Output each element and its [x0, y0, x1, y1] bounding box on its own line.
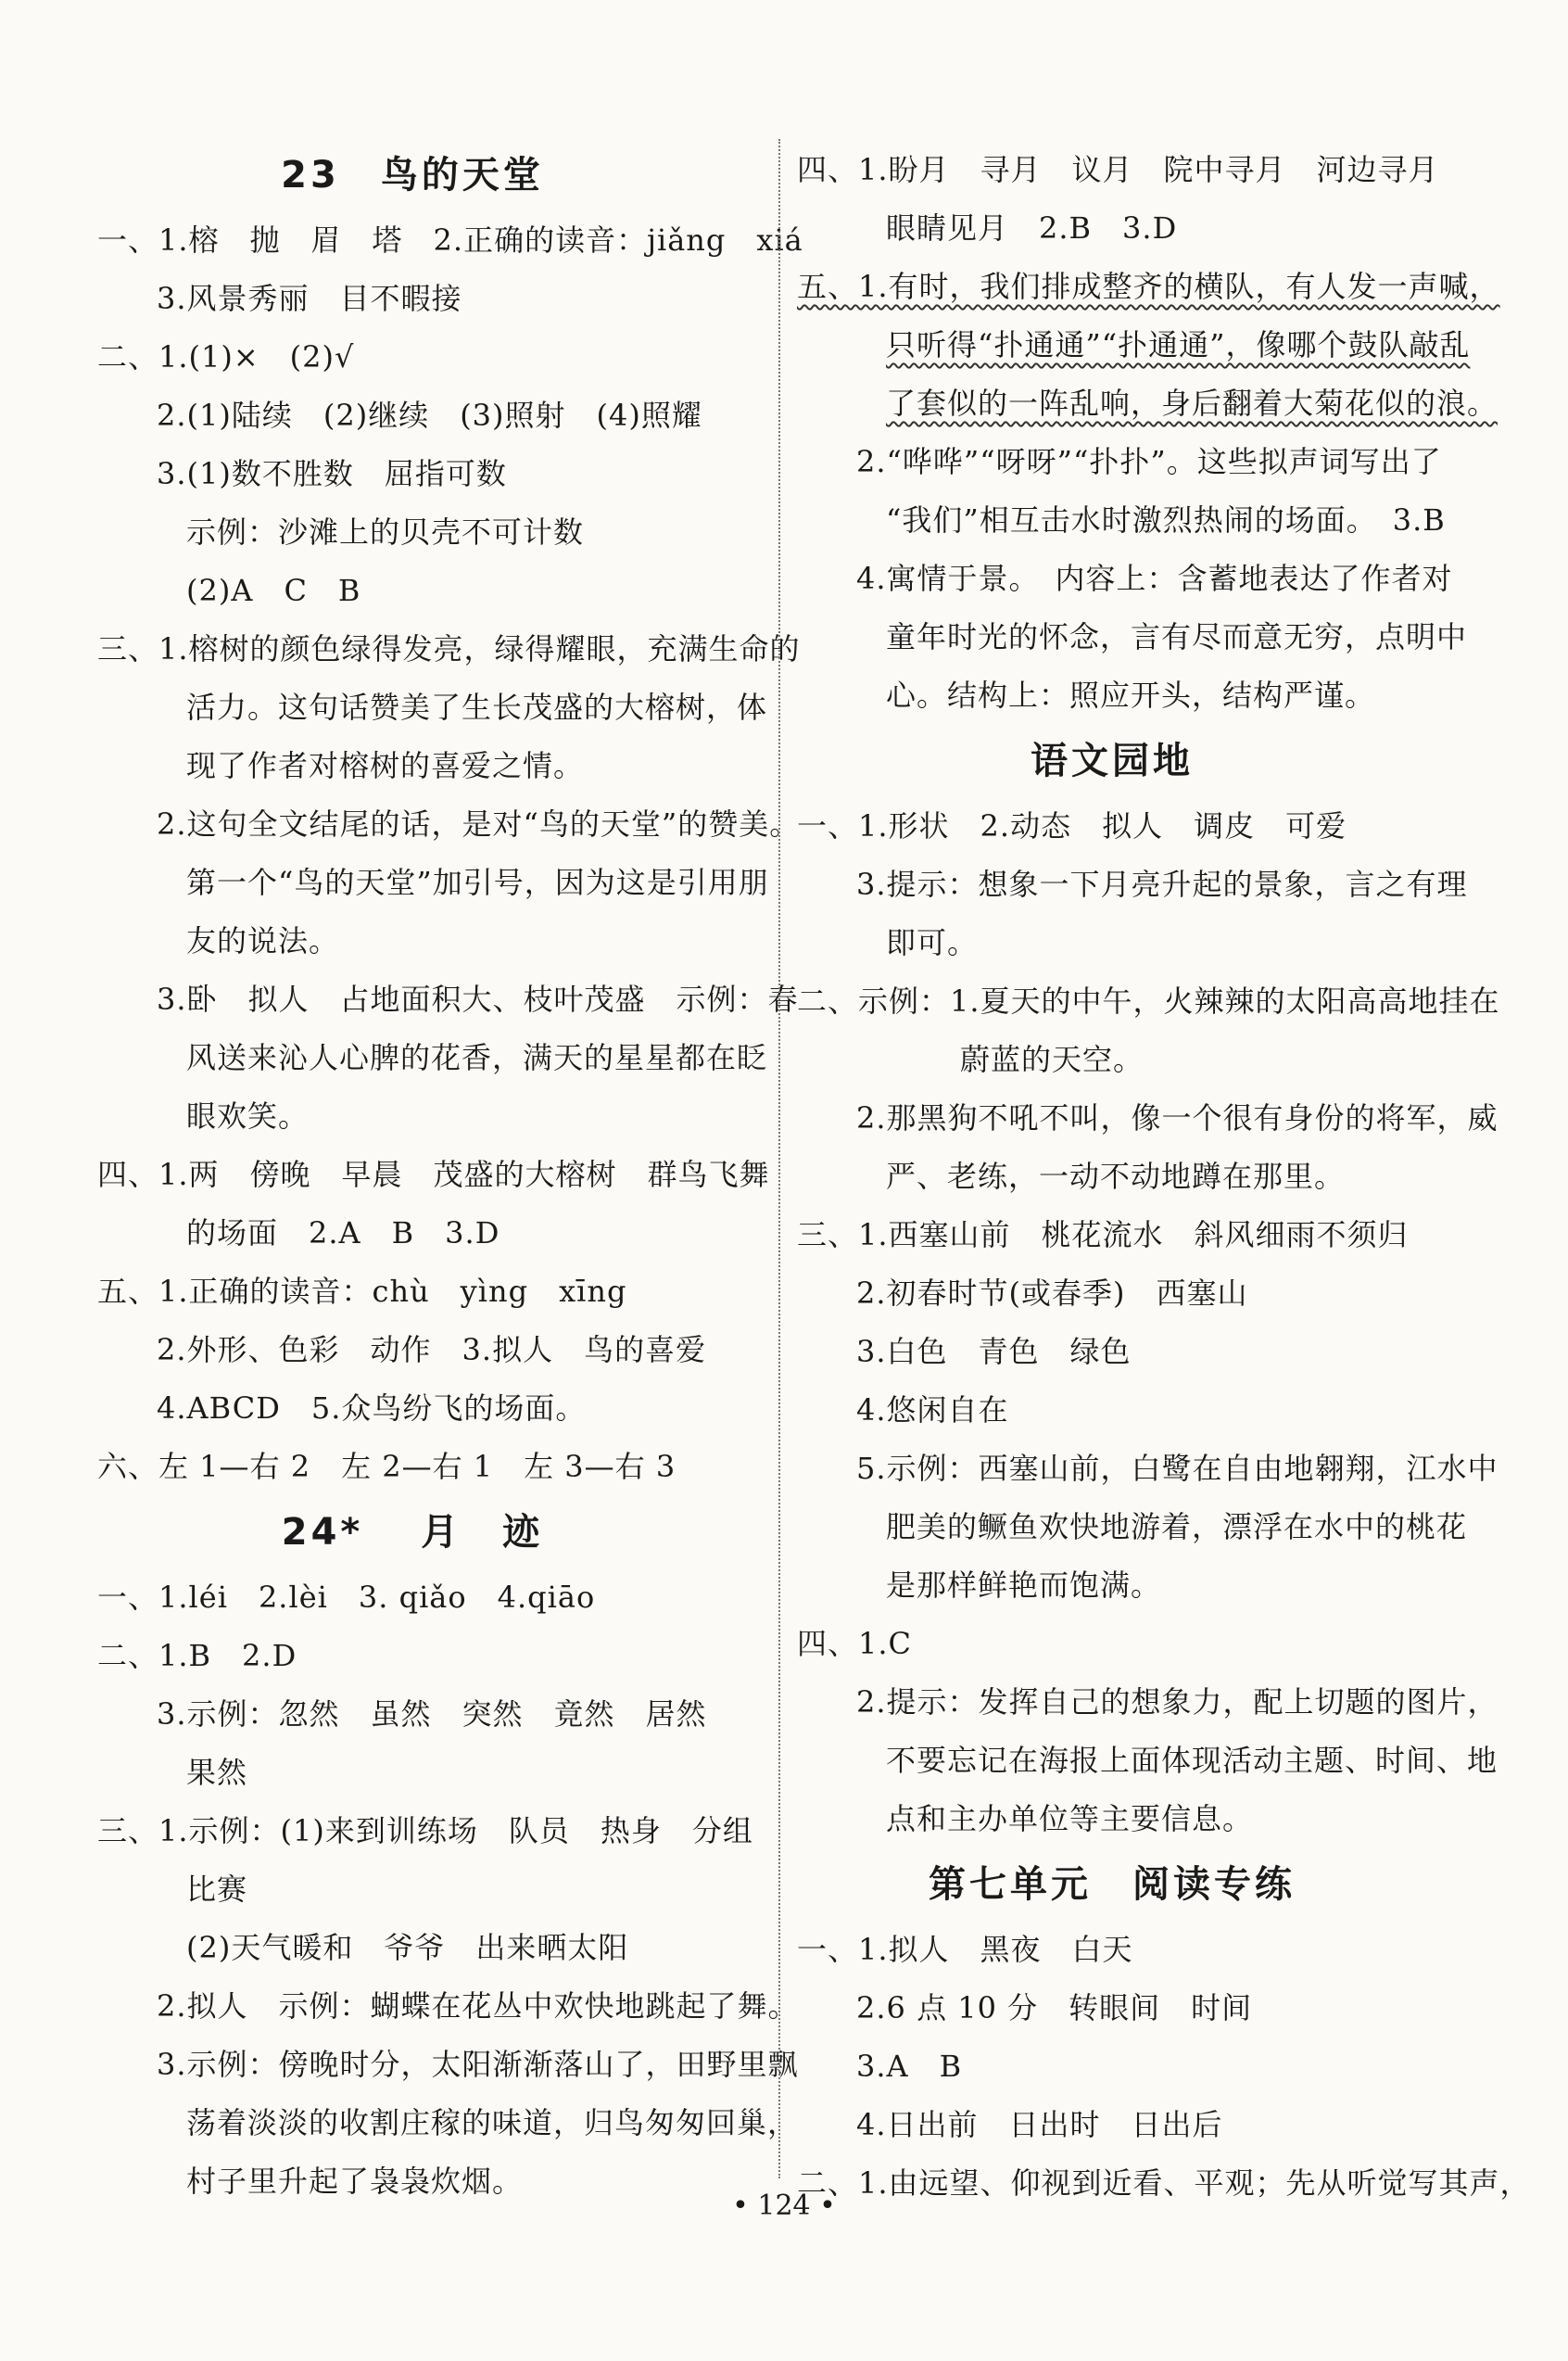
- answer-line: [97, 1685, 727, 1744]
- answer-line: [797, 433, 1442, 491]
- answer-line: [97, 1568, 727, 1627]
- answer-line: [797, 1498, 1468, 1556]
- answer-line: [97, 211, 803, 270]
- answer-line: [797, 1732, 1498, 1790]
- line-text: 3.卧 拟人 占地面积大、枝叶茂盛 示例：春: [157, 982, 799, 1017]
- answer-line: [97, 737, 727, 795]
- line-text: 点和主办单位等主要信息。: [886, 1801, 1254, 1836]
- line-text: 4.日出前 日出时 日出后: [856, 2107, 1223, 2142]
- answer-line: [97, 679, 768, 737]
- answer-line: [797, 1615, 1427, 1673]
- answer-line: [797, 856, 1468, 914]
- line-text: 3.示例：傍晚时分，太阳渐渐落山了，田野里飘: [157, 2047, 799, 2082]
- line-text: 二、1.B 2.D: [97, 1638, 297, 1673]
- line-text: 4.ABCD 5.众鸟纷飞的场面。: [157, 1390, 587, 1426]
- heading-text: 第七单元 阅读专练: [929, 1863, 1296, 1906]
- line-text: (2)A C B: [186, 573, 361, 608]
- answer-line: [97, 2036, 799, 2094]
- answer-line: [797, 2037, 1427, 2096]
- answer-line: [97, 1802, 753, 1860]
- heading-text: 语文园地: [1031, 740, 1194, 782]
- answer-line: [797, 914, 1427, 972]
- line-text: 5.示例：西塞山前，白鹭在自由地翱翔，江水中: [856, 1451, 1498, 1486]
- line-text: 3.白色 青色 绿色: [856, 1334, 1132, 1369]
- line-text: 不要忘记在海报上面体现活动主题、时间、地: [886, 1743, 1498, 1778]
- section-heading: [797, 725, 1427, 797]
- line-text: 心。结构上：照应开头，结构严谨。: [886, 678, 1376, 713]
- answer-line: [97, 1263, 727, 1321]
- answer-line: [797, 1556, 1427, 1615]
- line-text: 3.示例：忽然 虽然 突然 竟然 居然: [157, 1696, 707, 1732]
- line-text: 一、1.léi 2.lèi 3. qiǎo 4.qiāo: [97, 1580, 596, 1615]
- answer-line: [797, 2096, 1427, 2154]
- line-text: 2.拟人 示例：蝴蝶在花丛中欢快地跳起了舞。: [157, 1988, 799, 2024]
- line-text: 2.那黑狗不吼不叫，像一个很有身份的将军，威: [856, 1100, 1498, 1136]
- line-text: 2.初春时节(或春季) 西塞山: [856, 1276, 1248, 1311]
- line-text: 活力。这句话赞美了生长茂盛的大榕树，体: [186, 690, 768, 725]
- answer-line: [797, 972, 1500, 1031]
- answer-line: [797, 258, 1500, 316]
- line-text: 一、1.拟人 黑夜 白天: [797, 1932, 1133, 1967]
- answer-line: [797, 1381, 1427, 1440]
- line-text: 四、1.两 傍晚 早晨 茂盛的大榕树 群鸟飞舞: [97, 1157, 770, 1192]
- answer-line: [797, 1921, 1427, 1979]
- line-text: 3.提示：想象一下月亮升起的景象，言之有理: [856, 867, 1468, 902]
- line-text: 四、1.C: [797, 1626, 913, 1661]
- answer-line: [797, 1089, 1498, 1148]
- right-column: [797, 141, 1531, 2213]
- answer-line: [97, 1438, 727, 1496]
- answer-line: [797, 199, 1427, 258]
- answer-line: [97, 1627, 727, 1685]
- line-text: 眼睛见月 2.B 3.D: [886, 210, 1178, 246]
- answer-line: [97, 503, 727, 562]
- line-text: 风送来沁人心脾的花香，满天的星星都在眨: [186, 1040, 768, 1075]
- line-text: 一、1.形状 2.动态 拟人 调皮 可爱: [797, 808, 1347, 844]
- answer-line: [97, 1146, 770, 1204]
- answer-line: [797, 141, 1439, 199]
- page-number: • 124 •: [732, 2190, 836, 2222]
- answer-line: [97, 562, 727, 620]
- line-text: 一、1.榕 抛 眉 塔 2.正确的读音：jiǎng xiá: [97, 222, 803, 258]
- answer-line: [97, 1204, 727, 1263]
- answer-line: [97, 2094, 799, 2152]
- answer-line: [797, 1440, 1498, 1498]
- line-text: 荡着淡淡的收割庄稼的味道，归鸟匆匆回巢，: [186, 2105, 799, 2140]
- line-text: 三、1.示例：(1)来到训练场 队员 热身 分组: [97, 1813, 753, 1848]
- line-text: 示例：沙滩上的贝壳不可计数: [186, 514, 585, 550]
- line-text: 2.(1)陆续 (2)继续 (3)照射 (4)照耀: [157, 398, 702, 433]
- line-text: 3.A B: [856, 2049, 963, 2084]
- line-text: 2.这句全文结尾的话，是对“鸟的天堂”的赞美。: [157, 806, 801, 842]
- heading-text: 23 鸟的天堂: [281, 154, 544, 197]
- answer-line: [797, 491, 1446, 550]
- heading-text: 24* 月 迹: [281, 1511, 544, 1554]
- answer-line: [97, 445, 727, 503]
- line-text: 了套似的一阵乱响，身后翻着大菊花似的浪。: [886, 386, 1498, 421]
- answer-line: [797, 1790, 1427, 1848]
- line-text: 4.悠闲自在: [856, 1392, 1009, 1428]
- answer-line: [97, 270, 727, 328]
- line-text: 二、1.由远望、仰视到近看、平观；先从听觉写其声，: [797, 2165, 1531, 2201]
- answer-line: [97, 912, 727, 971]
- answer-line: [797, 316, 1471, 374]
- line-text: 比赛: [186, 1872, 248, 1907]
- line-text: 3.风景秀丽 目不暇接: [157, 281, 462, 316]
- line-text: 2.“哗哗”“呀呀”“扑扑”。这些拟声词写出了: [856, 444, 1442, 479]
- line-text: 只听得“扑通通”“扑通通”，像哪个鼓队敲乱: [886, 327, 1471, 362]
- answer-line: [797, 1979, 1427, 2037]
- answer-line: [97, 328, 727, 387]
- line-text: 五、1.有时，我们排成整齐的横队，有人发一声喊，: [797, 269, 1500, 304]
- section-heading: [97, 139, 727, 211]
- answer-line: [97, 854, 769, 912]
- left-column: [97, 139, 803, 2211]
- line-text: 的场面 2.A B 3.D: [186, 1215, 500, 1250]
- section-heading: [97, 1496, 727, 1568]
- line-text: 五、1.正确的读音：chù yìng xīng: [97, 1274, 627, 1309]
- answer-line: [797, 797, 1427, 856]
- section-heading: [797, 1848, 1427, 1921]
- answer-line: [97, 971, 799, 1029]
- answer-line: [97, 1087, 727, 1146]
- line-text: 即可。: [886, 925, 979, 960]
- answer-line: [97, 795, 801, 854]
- line-text: 四、1.盼月 寻月 议月 院中寻月 河边寻月: [797, 152, 1439, 187]
- answer-line: [797, 1323, 1427, 1381]
- line-text: 2.外形、色彩 动作 3.拟人 鸟的喜爱: [157, 1332, 707, 1367]
- answer-line: [797, 608, 1468, 666]
- answer-line: [97, 387, 727, 445]
- answer-line: [97, 1029, 768, 1087]
- line-text: 现了作者对榕树的喜爱之情。: [186, 748, 585, 783]
- line-text: 二、1.(1)× (2)√: [97, 339, 355, 374]
- line-text: 眼欢笑。: [186, 1098, 310, 1134]
- answer-line: [97, 1860, 727, 1919]
- answer-line: [797, 1264, 1427, 1323]
- line-text: 三、1.榕树的颜色绿得发亮，绿得耀眼，充满生命的: [97, 631, 801, 666]
- line-text: 六、左 1—右 2 左 2—右 1 左 3—右 3: [97, 1449, 677, 1484]
- answer-line: [797, 1206, 1427, 1264]
- line-text: 二、示例：1.夏天的中午，火辣辣的太阳高高地挂在: [797, 984, 1500, 1019]
- answer-line: [97, 1321, 727, 1379]
- line-text: 2.提示：发挥自己的想象力，配上切题的图片，: [856, 1684, 1498, 1720]
- line-text: 蔚蓝的天空。: [960, 1042, 1144, 1077]
- line-text: 4.寓情于景。 内容上：含蓄地表达了作者对: [856, 561, 1453, 596]
- answer-line: [797, 550, 1453, 608]
- answer-line: [97, 1919, 727, 1977]
- line-text: 2.6 点 10 分 转眼间 时间: [856, 1990, 1253, 2025]
- line-text: 友的说法。: [186, 923, 340, 958]
- line-text: 肥美的鳜鱼欢快地游着，漂浮在水中的桃花: [886, 1509, 1468, 1544]
- line-text: “我们”相互击水时激烈热闹的场面。 3.B: [886, 502, 1446, 538]
- answer-line: [797, 374, 1498, 433]
- answer-line: [97, 1977, 799, 2036]
- line-text: 三、1.西塞山前 桃花流水 斜风细雨不须归: [797, 1217, 1409, 1252]
- line-text: 村子里升起了袅袅炊烟。: [186, 2164, 524, 2199]
- answer-line: [797, 1148, 1427, 1206]
- answer-line: [97, 620, 801, 679]
- answer-line: [97, 1744, 727, 1802]
- line-text: 严、老练，一动不动地蹲在那里。: [886, 1159, 1346, 1194]
- answer-line: [797, 1031, 1427, 1089]
- line-text: 果然: [186, 1755, 248, 1790]
- line-text: 第一个“鸟的天堂”加引号，因为这是引用朋: [186, 865, 769, 900]
- line-text: 3.(1)数不胜数 屈指可数: [157, 456, 507, 491]
- line-text: 是那样鲜艳而饱满。: [886, 1568, 1162, 1603]
- line-text: (2)天气暖和 爷爷 出来晒太阳: [186, 1930, 629, 1965]
- answer-line: [97, 1379, 727, 1438]
- answer-line: [797, 1673, 1498, 1732]
- answer-line: [797, 666, 1427, 725]
- line-text: 童年时光的怀念，言有尽而意无穷，点明中: [886, 619, 1468, 654]
- column-divider: [778, 139, 780, 2178]
